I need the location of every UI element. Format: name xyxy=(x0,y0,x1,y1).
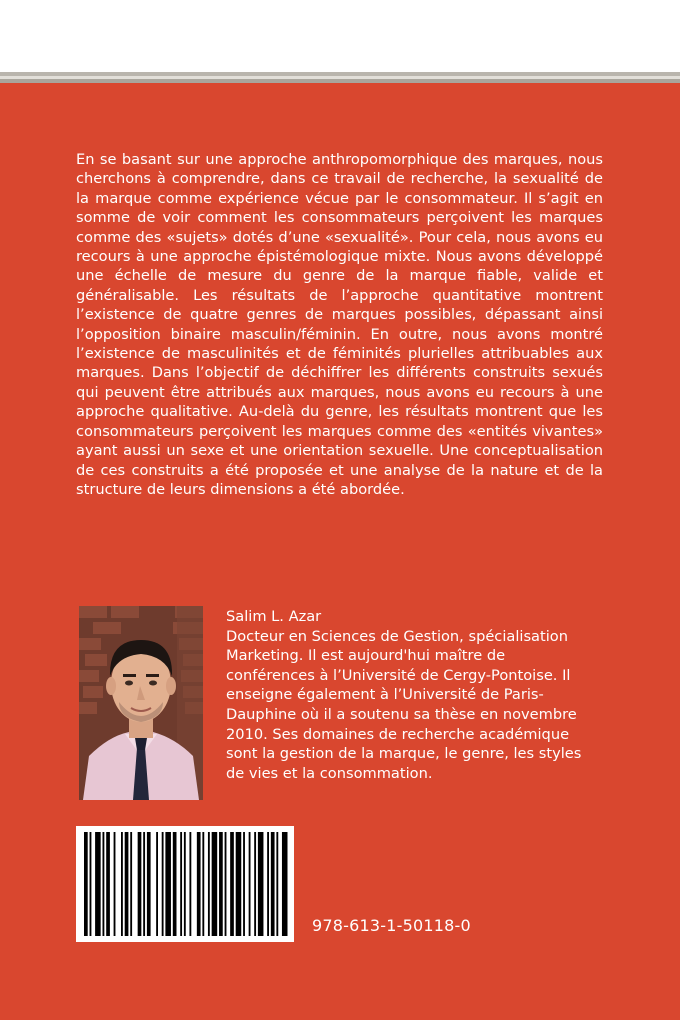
barcode-bar xyxy=(282,832,288,936)
barcode-bar xyxy=(180,832,182,936)
barcode-bar xyxy=(212,832,218,936)
barcode-bar xyxy=(208,832,210,936)
barcode-bar xyxy=(165,832,171,936)
barcode-bar xyxy=(243,832,245,936)
barcode-bar xyxy=(225,832,227,936)
barcode-bar xyxy=(219,832,223,936)
top-white-band xyxy=(0,0,680,72)
barcode-icon xyxy=(76,826,294,942)
barcode-bar xyxy=(143,832,145,936)
barcode-bar xyxy=(156,832,158,936)
barcode-bar xyxy=(103,832,105,936)
barcode-bar xyxy=(184,832,186,936)
barcode-bar xyxy=(254,832,256,936)
barcode-bar xyxy=(249,832,251,936)
barcode-bar xyxy=(138,832,142,936)
author-info xyxy=(226,607,596,783)
barcode-bar xyxy=(130,832,132,936)
barcode-bar xyxy=(173,832,177,936)
barcode-bar xyxy=(106,832,110,936)
barcode-bar xyxy=(202,832,204,936)
barcode-bar xyxy=(230,832,234,936)
back-cover-summary: En se basant sur une approche anthropomorphique des marques, nous cherchons à comprendre, dans ce travail de recherche, la sexualité de la marque comme expérience vécue par le consommateur. Il s’agit en somme de voir comment les consommateurs perçoivent les marques comme des «sujets» dotés d’une «sexualité». Pour cela, nous avons eu recours à une approche épistémologique mixte. Nous avons développé une échelle de mesure du genre de la marque fiable, valide et généralisable. Les résultats de l’approche quantitative montrent l’existence de quatre genres de marques possibles, dépassant ainsi l’opposition binaire masculin/féminin. En outre, nous avons montré l’existence de masculinités et de féminités plurielles attribuables aux marques. Dans l’objectif de déchiffrer les différents construits sexués qui peuvent être attribués aux marques, nous avons eu recours à une approche qualitative. Au-delà du genre, les résultats montrent que les consommateurs perçoivent les marques comme des «entités vivantes» ayant aussi un sexe et une orientation sexuelle. Une conceptualisation de ces construits a été proposée et une analyse de la nature et de la structure de leurs dimensions a été abordée. xyxy=(76,151,603,498)
author-bio: Docteur en Sciences de Gestion, spécialisation Marketing. Il est aujourd'hui maître de conférences à l’Université de Cergy-Pontoise. Il enseigne également à l’Université de Paris-Dauphine où il a soutenu sa thèse en novembre 2010. Ses domaines de recherche académique sont la gestion de la marque, le genre, les styles de vies et la consommation. xyxy=(226,627,582,782)
barcode-bar xyxy=(271,832,275,936)
barcode-bar xyxy=(189,832,191,936)
author-name: Salim L. Azar xyxy=(226,608,322,625)
author-portrait-icon xyxy=(79,606,203,800)
barcode-bar xyxy=(121,832,123,936)
barcode-bar xyxy=(258,832,264,936)
barcode-bar xyxy=(114,832,116,936)
barcode-bar xyxy=(125,832,129,936)
barcode-bar xyxy=(147,832,151,936)
barcode-bar xyxy=(276,832,278,936)
isbn-number: 978-613-1-50118-0 xyxy=(312,916,471,935)
barcode-bar xyxy=(267,832,269,936)
barcode-bar xyxy=(236,832,242,936)
author-photo xyxy=(79,606,203,800)
barcode xyxy=(76,826,294,942)
barcode-bar xyxy=(90,832,92,936)
barcode-bar xyxy=(197,832,201,936)
barcode-bar xyxy=(95,832,101,936)
barcode-bar xyxy=(84,832,88,936)
barcode-bar xyxy=(162,832,164,936)
